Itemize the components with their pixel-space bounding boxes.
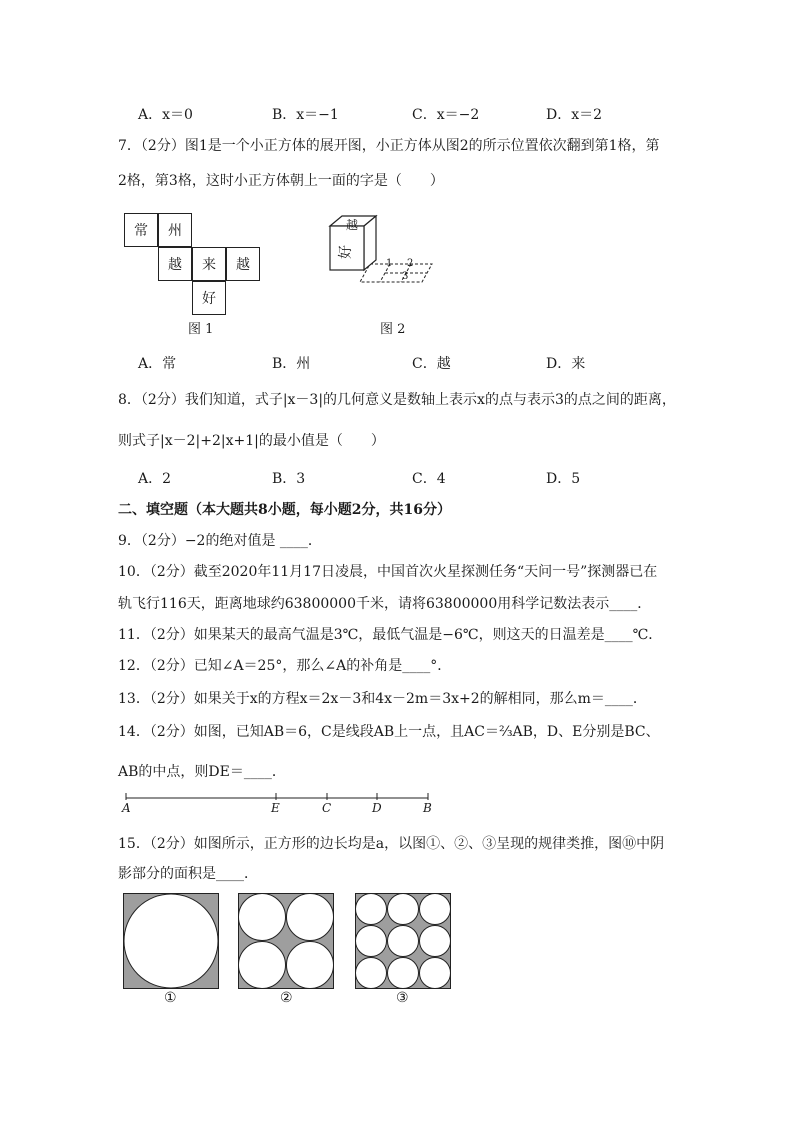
section-2-heading: 二、填空题（本大题共8小题，每小题2分，共16分） — [118, 502, 451, 518]
square-figure-2 — [238, 893, 334, 989]
q15-line-2: 影部分的面积是____． — [118, 866, 258, 882]
q6-option-c: C．x＝−2 — [412, 107, 480, 123]
net-cell-6: 好 — [192, 281, 226, 315]
figure-label-1: ① — [164, 990, 177, 1006]
point-b-label: B — [423, 801, 432, 815]
point-c-label: C — [322, 801, 332, 815]
q8-option-b: B．3 — [272, 471, 306, 487]
net-cell-5: 越 — [226, 247, 260, 281]
net-cell-4: 来 — [192, 247, 226, 281]
figure-1-caption: 图 1 — [188, 322, 214, 337]
net-cell-1: 常 — [124, 213, 158, 247]
q10-line-2: 轨飞行116天，距离地球约63800000千米，请将63800000用科学记数法表示____． — [118, 596, 652, 612]
q7-option-c: C．越 — [412, 356, 451, 372]
q8-line-1: 8．（2分）我们知道，式子|x－3|的几何意义是数轴上表示x的点与表示3的点之间的距离， — [118, 392, 676, 408]
q8-line-2: 则式子|x－2|+2|x+1|的最小值是（ ） — [118, 433, 385, 449]
q8-option-a: A．2 — [138, 471, 172, 487]
q6-option-d: D．x＝2 — [546, 107, 603, 123]
q7-line-2: 2格，第3格，这时小正方体朝上一面的字是（ ） — [118, 173, 444, 189]
q7-option-a: A．常 — [138, 356, 177, 372]
q12-text: 12．（2分）已知∠A＝25°，那么∠A的补角是____°． — [118, 658, 452, 674]
point-d-label: D — [372, 801, 382, 815]
line-segment-figure — [120, 792, 440, 804]
q13-text: 13．（2分）如果关于x的方程x＝2x－3和4x－2m＝3x+2的解相同，那么m＝____． — [118, 691, 647, 707]
q6-option-b: B．x＝−1 — [272, 107, 339, 123]
cube-front-label: 好 — [338, 245, 354, 259]
grid-label-2: 2 — [407, 258, 414, 269]
q14-line-2: AB的中点，则DE＝____． — [118, 764, 286, 780]
point-e-label: E — [271, 801, 280, 815]
q6-option-a: A．x＝0 — [138, 107, 193, 123]
square-figure-3 — [355, 893, 451, 989]
net-cell-3: 越 — [158, 247, 192, 281]
q8-option-d: D．5 — [546, 471, 581, 487]
net-cell-2: 州 — [158, 213, 192, 247]
square-figure-1 — [123, 893, 219, 989]
q9-text: 9．（2分）−2的绝对值是 ____． — [118, 533, 322, 549]
point-a-label: A — [122, 801, 131, 815]
q10-line-1: 10．（2分）截至2020年11月17日凌晨，中国首次火星探测任务“天问一号”探测器已在 — [118, 564, 658, 580]
q8-option-c: C．4 — [412, 471, 446, 487]
figure-label-2: ② — [280, 990, 293, 1006]
q11-text: 11．（2分）如果某天的最高气温是3℃，最低气温是−6℃，则这天的日温差是____℃． — [118, 627, 663, 643]
q7-line-1: 7．（2分）图1是一个小正方体的展开图，小正方体从图2的所示位置依次翻到第1格，第 — [118, 138, 660, 154]
q15-line-1: 15．（2分）如图所示，正方形的边长均是a，以图①、②、③呈现的规律类推，图⑩中阴 — [118, 836, 665, 852]
figure-2-caption: 图 2 — [380, 322, 406, 337]
figure-label-3: ③ — [396, 990, 409, 1006]
grid-label-3: 3 — [402, 271, 409, 282]
q7-option-b: B．州 — [272, 356, 311, 372]
grid-label-1: 1 — [386, 258, 393, 269]
q7-option-d: D．来 — [546, 356, 586, 372]
q14-line-1: 14．（2分）如图，已知AB＝6，C是线段AB上一点，且AC＝⅔AB，D、E分别是BC、 — [118, 724, 660, 740]
cube-top-label: 越 — [346, 218, 359, 232]
